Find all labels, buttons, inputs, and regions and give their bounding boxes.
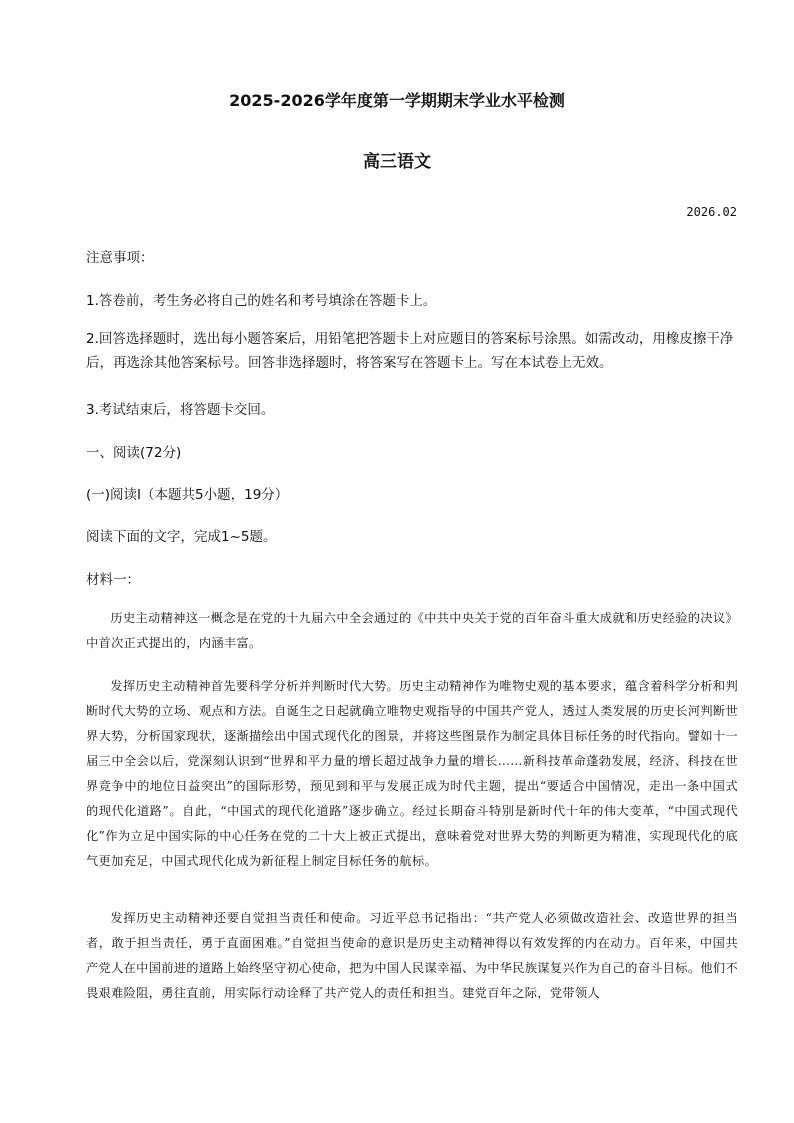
material-label: 材料一： — [86, 572, 140, 588]
reading-instruction: 阅读下面的文字，完成1~5题。 — [86, 529, 277, 545]
subsection-heading: (一)阅读Ⅰ（本题共5小题，19分） — [86, 487, 289, 503]
material-paragraph-2: 发挥历史主动精神首先要科学分析并判断时代大势。历史主动精神作为唯物史观的基本要求，蕴含着科学分析和判断时代大势的立场、观点和方法。自诞生之日起就确立唯物史观指导的中国共产党人，透过人类发展的历史长河判断世界大势，分析国家现状，逐渐描绘出中国式现代化的图景，并将这些图景作为制定具体目标任务的时代指向。譬如十一届三中全会以后，党深刻认识到“世界和平力量的增长超过战争力量的增长……新科技革命蓬勃发展，经济、科技在世界竞争中的地位日益突出”的国际形势，预见到和平与发展正成为时代主题，提出“要适合中国情况，走出一条中国式的现代化道路”。自此，“中国式的现代化道路”逐步确立。经过长期奋斗特别是新时代十年的伟大变革，“中国式现代化”作为立足中国实际的中心任务在党的二十大上被正式提出，意味着党对世界大势的判断更为精准，实现现代化的底气更加充足，中国式现代化成为新征程上制定目标任务的航标。 — [86, 679, 738, 868]
notice-item-2: 2.回答选择题时，选出每小题答案后，用铅笔把答题卡上对应题目的答案标号涂黑。如需改动，用橡皮擦干净后，再选涂其他答案标号。回答非选择题时，将答案写在答题卡上。写在本试卷上无效。 — [86, 331, 734, 371]
exam-title: 2025-2026学年度第一学期期末学业水平检测 — [229, 91, 565, 110]
material-paragraph-1: 历史主动精神这一概念是在党的十九届六中全会通过的《中共中央关于党的百年奋斗重大成就和历史经验的决议》中首次正式提出的，内涵丰富。 — [86, 611, 738, 650]
notice-heading: 注意事项： — [86, 250, 154, 266]
subject-title: 高三语文 — [363, 152, 431, 172]
material-paragraph-3: 发挥历史主动精神还要自觉担当责任和使命。习近平总书记指出：“共产党人必须做改造社会、改造世界的担当者，敢于担当责任，勇于直面困难。”自觉担当使命的意识是历史主动精神得以有效发挥的内在动力。百年来，中国共产党人在中国前进的道路上始终坚守初心使命，把为中国人民谋幸福、为中华民族谋复兴作为自己的奋斗目标。他们不畏艰难险阻，勇往直前，用实际行动诠释了共产党人的责任和担当。建党百年之际，党带领人 — [86, 911, 738, 1000]
notice-item-1: 1.答卷前，考生务必将自己的姓名和考号填涂在答题卡上。 — [86, 293, 437, 309]
notice-item-3: 3.考试结束后，将答题卡交回。 — [86, 402, 275, 418]
section-heading: 一、阅读(72分) — [86, 445, 182, 461]
exam-date: 2026.02 — [686, 205, 737, 219]
